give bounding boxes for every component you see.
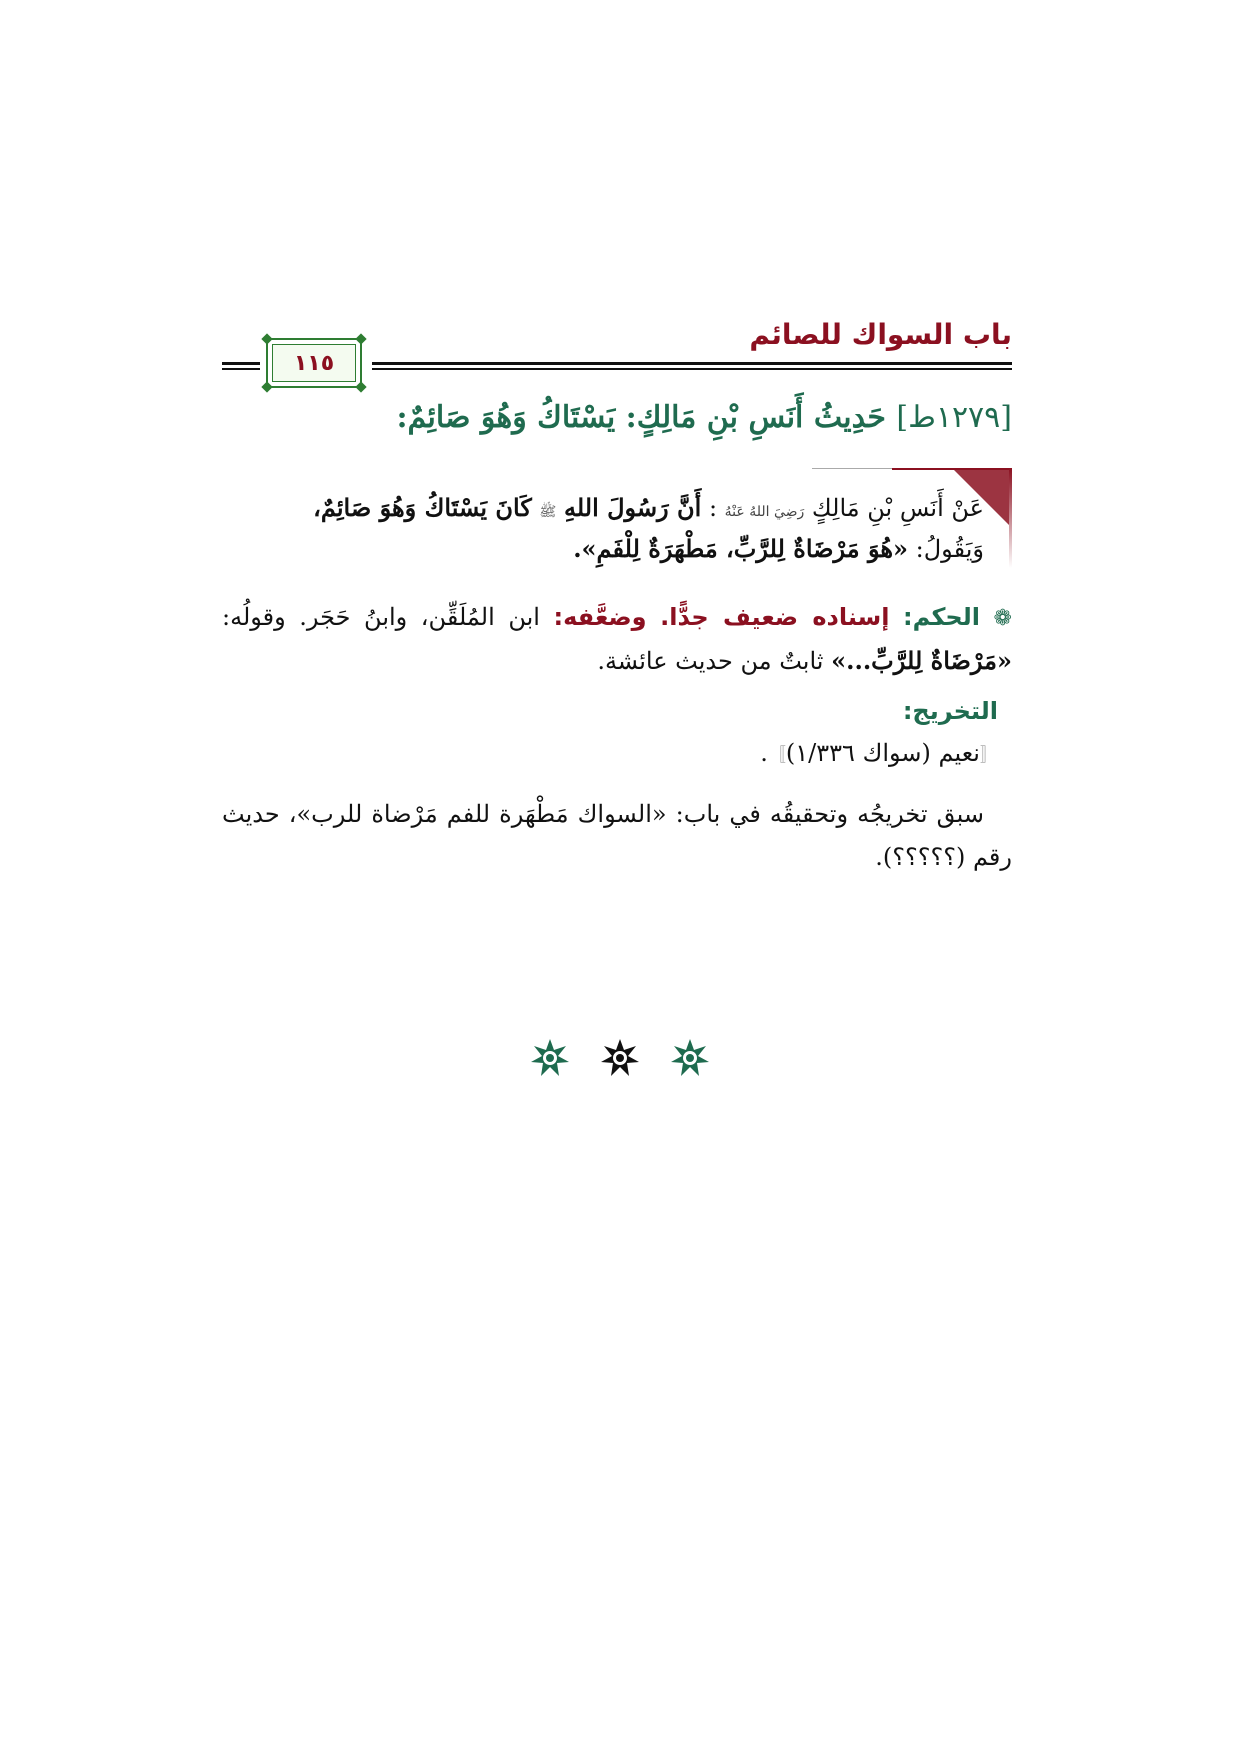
ruling-tail: ثابتٌ من حديث عائشة. [597,646,824,675]
quote-top-rule-thin [812,468,892,469]
page-header [222,300,1012,390]
quote-corner-ornament [952,468,1012,528]
companion-honorific: رَضِيَ اللهُ عَنْهُ [724,504,805,520]
end-ornaments [530,1038,710,1078]
frame-corner-icon [261,381,272,392]
hadith-title: حَدِيثُ أَنَسِ بْنِ مَالِكٍ: يَسْتَاكُ وَهُوَ صَائِمٌ: [396,400,886,435]
prophet-honorific: ﷺ [539,504,557,520]
page-number: ١١٥ [272,344,356,382]
header-rule-left [222,362,260,372]
hadith-part-1: أَنَّ رَسُولَ اللهِ [563,493,702,522]
weakened-by: ابن المُلَقِّن، وابنُ حَجَر. وقولُه: [222,602,540,631]
star-ornament-icon [670,1038,710,1078]
hadith-line2-quote: «هُوَ مَرْضَاةٌ لِلرَّبِّ، مَطْهَرَةٌ لِلْفَمِ». [573,533,909,563]
frame-corner-icon [355,333,366,344]
ruling-value: إسناده ضعيف جدًّا. [660,602,890,631]
star-ornament-icon [600,1038,640,1078]
quote-top-rule [892,468,1012,470]
hadith-number: [١٢٧٩ط] [896,400,1012,435]
takhrij-source [222,739,998,767]
narrator-colon: : [708,494,718,522]
star-ornament-icon [530,1038,570,1078]
frame-corner-icon [355,381,366,392]
bracket-close: 〛 [767,744,786,766]
narrator-intro: عَنْ أَنَسِ بْنِ مَالِكٍ [811,494,984,522]
ruling-quote: «مَرْضَاةٌ لِلرَّبِّ...» [831,645,1012,675]
ruling-paragraph [222,596,1012,683]
frame-corner-icon [261,333,272,344]
hadith-heading [222,394,1012,442]
hadith-quote-block [222,468,1012,578]
hadith-text [222,488,984,570]
source-end: . [760,738,768,767]
takhrij-label: التخريج: [902,696,998,725]
weakened-label: وضعَّفه: [553,602,647,631]
page-body [222,300,1012,879]
chapter-title: باب السواك للصائم [749,318,1012,351]
ruling-label: الحكم: [903,602,980,631]
header-rule [372,362,1012,372]
bracket-open: 〚 [980,744,998,766]
quote-side-rule [1009,468,1012,568]
takhrij-note: سبق تخريجُه وتحقيقُه في باب: «السواك مَطْهَرة للفم مَرْضاة للرب»، حديث رقم (؟؟؟؟؟). [222,799,1012,872]
hadith-line2-intro: وَيَقُولُ: [915,534,984,563]
source-text: نعيم (سواك ١/٣٣٦) [785,738,980,767]
flower-icon: ❁ [993,605,1012,631]
hadith-part-2: كَانَ يَسْتَاكُ وَهُوَ صَائِمٌ، [313,493,532,522]
page-number-frame [266,338,362,388]
